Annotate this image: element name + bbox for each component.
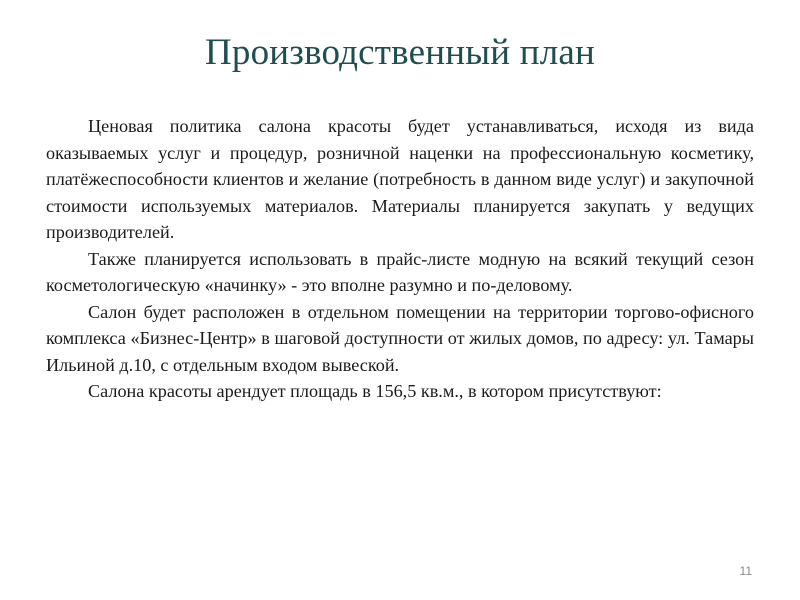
paragraph-rented-area: Салона красоты арендует площадь в 156,5 кв.м., в котором присутствуют:: [88, 381, 662, 401]
slide-title: Производственный план: [204, 32, 596, 73]
paragraph-price-list: Также планируется использовать в прайс-листе модную на всякий текущий сезон косметологическую «начинку» - это вполне разумно и по-деловому.: [46, 248, 754, 295]
paragraph-location: Салон будет расположен в отдельном помещении на территории торгово-офисного комплекса «Бизнес-Центр» в шаговой доступности от жилых домов, по адресу: ул. Тамары Ильиной д.10, с отдельным входом вывеской.: [46, 301, 754, 375]
page-number: 11: [739, 564, 752, 578]
paragraph-pricing-policy: Ценовая политика салона красоты будет устанавливаться, исходя из вида оказываемых услуг и процедур, розничной наценки на профессиональную косметику, платёжеспособности клиентов и желание (потребность в данном виде услуг) и закупочной стоимости используемых материалов. Материалы планируется закупать у ведущих производителей.: [46, 116, 754, 242]
slide-body: [46, 113, 754, 405]
